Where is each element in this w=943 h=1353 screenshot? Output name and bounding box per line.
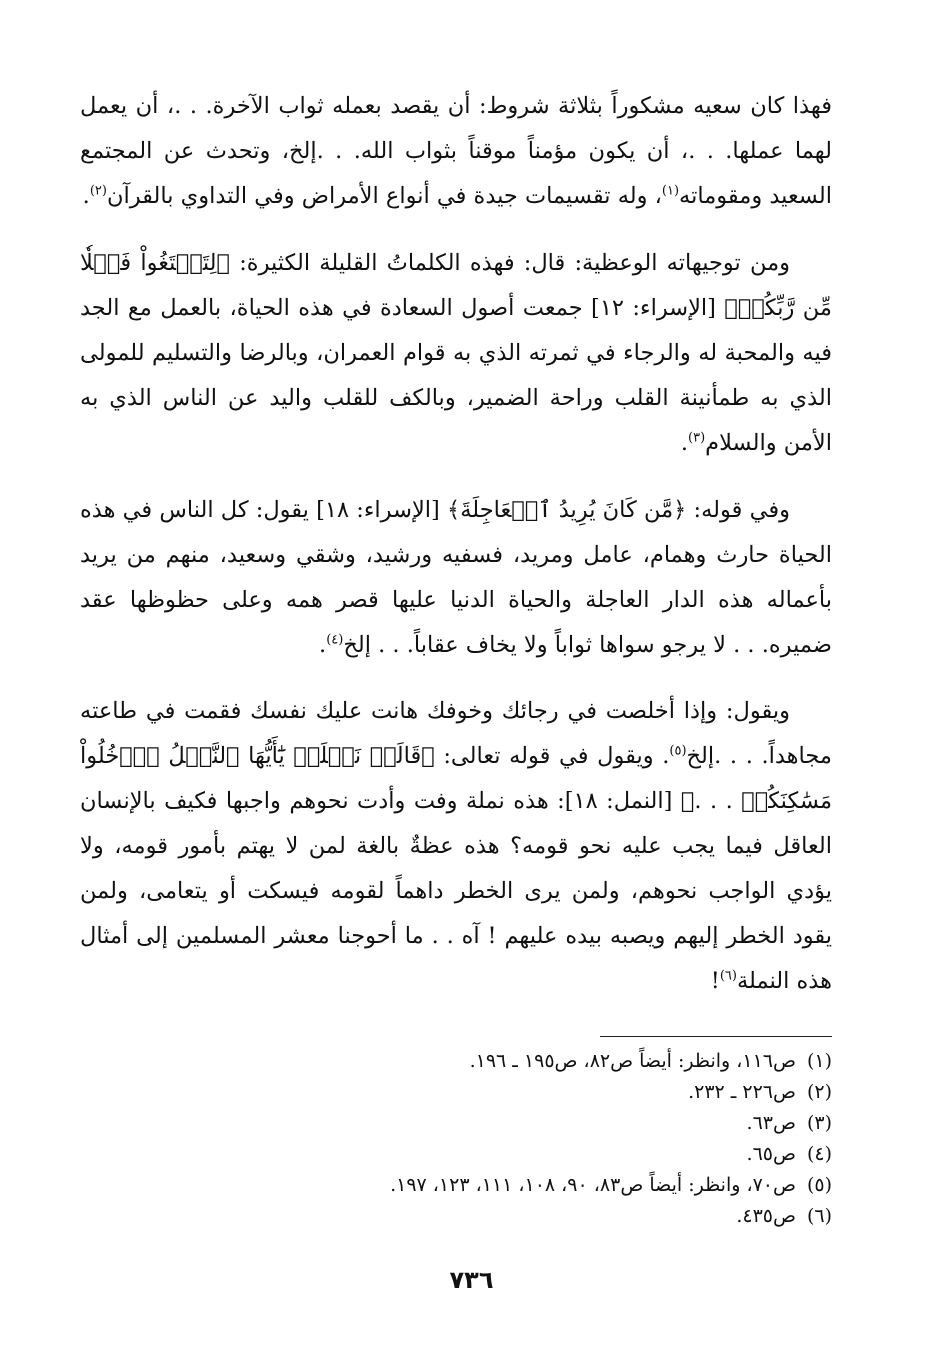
footnote-number: (٤): [806, 1143, 832, 1165]
footnote-number: (٣): [806, 1112, 832, 1134]
footnote-text: ص٦٣.: [746, 1112, 796, 1134]
text-run: ، وله تقسيمات جيدة في أنواع الأمراض وفي التداوي بالقرآن: [106, 183, 662, 209]
footnote-2: [180, 1077, 832, 1108]
quran-verse: ﴿لِتَبۡتَغُواْ فَضۡلٗا مِّن رَّبِّكُمۡ﴾: [80, 250, 832, 321]
paragraph-4: [80, 689, 832, 1004]
quran-verse: ﴿قَالَتۡ نَمۡلَةٞ يَٰٓأَيُّهَا ٱلنَّمۡلُ ٱدۡخُلُواْ مَسَٰكِنَكُمۡ . . .﴾: [80, 743, 833, 814]
footnote-number: (٥): [806, 1174, 832, 1196]
footnote-number: (٦): [806, 1205, 832, 1227]
text-run: . ويقول في قوله تعالى:: [434, 743, 670, 769]
footnote-text: ص٢٢٦ ـ ٢٣٢.: [688, 1081, 796, 1103]
text-run: [الإسراء: ١٨] يقول: كل الناس في هذه الحياة حارث وهمام، عامل ومريد، فسفيه ورشيد، وشقي وسعيد، منهم من يريد بأعماله هذه الدار العاجلة والحياة الدنيا عليها قصر همه وعلى حظوظها عقد ضميره. . . لا يرجو سواها ثواباً ولا يخاف عقاباً. . . إلخ: [80, 497, 832, 658]
footnote-5: [180, 1170, 832, 1201]
footnote-marker: (٣): [688, 430, 706, 446]
footnote-number: (١): [806, 1050, 832, 1072]
page-number: ٧٣٦: [449, 1266, 494, 1294]
footnote-marker: (٤): [326, 632, 344, 648]
footnote-marker: (٦): [719, 968, 737, 984]
footnote-6: [180, 1201, 832, 1232]
footnote-text: ص٦٥.: [746, 1143, 796, 1165]
footnote-marker: (١): [661, 183, 680, 199]
footnote-3: [180, 1108, 832, 1139]
footnote-number: (٢): [806, 1081, 832, 1103]
main-text: [80, 84, 832, 1004]
paragraph-1: [80, 84, 832, 219]
text-run: [الإسراء: ١٢] جمعت أصول السعادة في هذه الحياة، بالعمل مع الجد فيه والمحبة له والرجاء في ثمرته الذي به قوام العمران، وبالرضا والتسليم للمولى الذي به طمأنينة القلب وراحة الضمير، وبالكف للقلب واليد عن الناس الذي به الأمن والسلام: [80, 295, 832, 456]
footnotes: [180, 1046, 832, 1232]
text-run: !: [710, 968, 720, 994]
footnote-text: ص٤٣٥.: [736, 1205, 796, 1227]
text-run: ويقول: وإذا أخلصت في رجائك وخوفك هانت عليك نفسك فقمت في طاعته مجاهداً. . . .إلخ: [80, 698, 832, 769]
text-run: ومن توجيهاته الوعظية: قال: فهذه الكلماتُ القليلة الكثيرة:: [230, 250, 790, 276]
paragraph-3: [80, 488, 832, 668]
footnote-1: [180, 1046, 832, 1077]
paragraph-2: [80, 241, 832, 466]
text-run: وفي قوله:: [686, 497, 790, 523]
text-run: [النمل: ١٨]: هذه نملة وفت وأدت نحوهم واجبها فكيف بالإنسان العاقل فيما يجب عليه نحو قومه؟ هذه عظةٌ بالغة لمن لا يهتم بأمور قومه، ولا يؤدي الواجب نحوهم، ولمن يرى الخطر داهماً لقومه فيسكت أو يتعامى، ولمن يقود الخطر إليهم ويصبه بيده عليهم ! آه . . ما أحوجنا معشر المسلمين إلى أمثال هذه النملة: [80, 788, 832, 994]
footnote-marker: (٢): [89, 183, 107, 199]
text-run: .: [82, 183, 90, 209]
footnote-text: ص٧٠، وانظر: أيضاً ص٨٣، ٩٠، ١٠٨، ١١١، ١٢٣، ١٩٧.: [390, 1174, 796, 1196]
text-run: .: [680, 430, 689, 456]
footnote-marker: (٥): [669, 743, 687, 759]
footnote-text: ص١١٦، وانظر: أيضاً ص٨٢، ص١٩٥ ـ ١٩٦.: [469, 1050, 796, 1072]
text-run: .: [319, 632, 327, 658]
footnote-divider: [600, 1036, 832, 1037]
quran-verse: ﴿مَّن كَانَ يُرِيدُ ٱلۡعَاجِلَةَ﴾: [447, 497, 687, 523]
footnote-4: [180, 1139, 832, 1170]
text-run: فهذا كان سعيه مشكوراً بثلاثة شروط: أن يقصد بعمله ثواب الآخرة. . .، أن يعمل لهما عملها. . .، أن يكون مؤمناً موقناً بثواب الله. . .إلخ، وتحدث عن المجتمع السعيد ومقوماته: [80, 93, 832, 209]
